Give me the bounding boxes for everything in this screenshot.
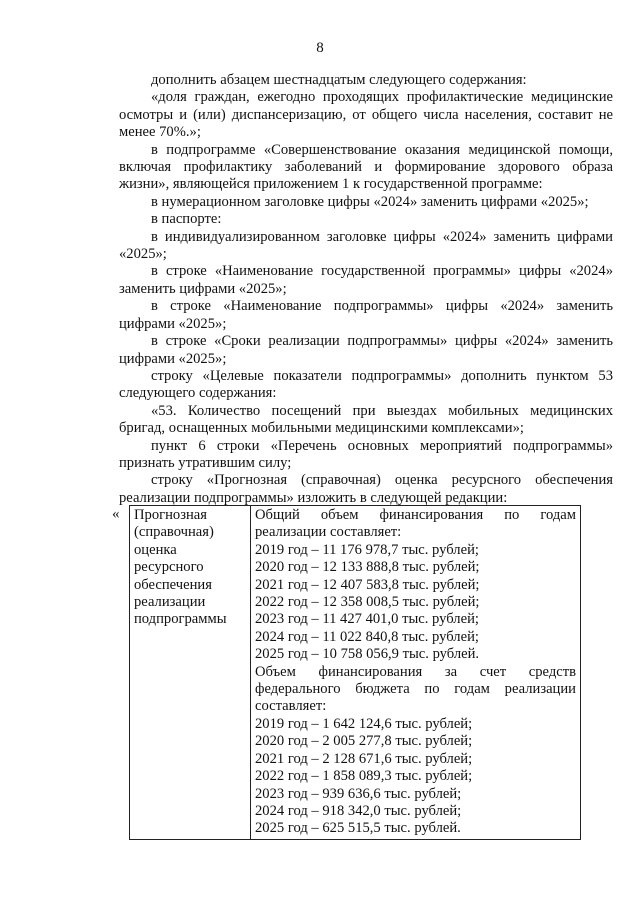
federal-year-line: 2021 год – 2 128 671,6 тыс. рублей; [255, 750, 473, 767]
total-year-line: 2024 год – 11 022 840,8 тыс. рублей; [255, 628, 479, 645]
paragraph: пункт 6 строки «Перечень основных мероприятий подпрограммы» признать утратившим силу; [119, 437, 613, 471]
paragraph: строку «Целевые показатели подпрограммы» дополнить пунктом 53 следующего содержания: [119, 367, 613, 402]
paragraph: в нумерационном заголовке цифры «2024» заменить цифрами «2025»; [151, 193, 589, 210]
row-header-line: оценка [134, 541, 177, 558]
paragraph: в строке «Наименование подпрограммы» цифры «2024» заменить цифрами «2025»; [119, 298, 613, 332]
body-text [119, 72, 613, 507]
federal-year-line: 2025 год – 625 515,5 тыс. рублей. [255, 820, 461, 837]
paragraph: в подпрограмме «Совершенствование оказания медицинской помощи, включая профилактику заболеваний и формирование здорового образа жизни», являющейся приложением 1 к государственной программе: [119, 141, 613, 193]
row-header-cell [130, 506, 251, 840]
resource-table [129, 505, 581, 840]
row-header-line: (справочная) [134, 524, 214, 541]
paragraph: в строке «Наименование государственной программы» цифры «2024» заменить цифрами «2025»; [119, 263, 613, 297]
resource-table-block [112, 505, 612, 836]
row-header-line: реализации [134, 594, 206, 611]
total-year-line: 2019 год – 11 176 978,7 тыс. рублей; [255, 541, 479, 558]
row-header-line: обеспечения [134, 576, 212, 593]
federal-year-line: 2020 год – 2 005 277,8 тыс. рублей; [255, 733, 473, 750]
row-header-line: ресурсного [134, 559, 204, 576]
total-year-line: 2021 год – 12 407 583,8 тыс. рублей; [255, 576, 480, 593]
total-year-line: 2020 год – 12 133 888,8 тыс. рублей; [255, 559, 480, 576]
funding-cell [251, 506, 581, 840]
total-year-line: 2022 год – 12 358 008,5 тыс. рублей; [255, 594, 480, 611]
row-header-line: подпрограммы [134, 611, 227, 628]
paragraph: в строке «Сроки реализации подпрограммы» цифры «2024» заменить цифрами «2025»; [119, 333, 613, 367]
federal-year-line: 2024 год – 918 342,0 тыс. рублей; [255, 802, 462, 819]
total-year-line: 2023 год – 11 427 401,0 тыс. рублей; [255, 611, 479, 628]
row-header-line: Прогнозная [134, 507, 207, 523]
paragraph: строку «Прогнозная (справочная) оценка ресурсного обеспечения реализации подпрограммы» изложить в следующей редакции: [119, 472, 613, 506]
paragraph: в паспорте: [151, 211, 222, 228]
total-year-line: 2025 год – 10 758 056,9 тыс. рублей. [255, 646, 480, 663]
total-funding-intro: Общий объем финансирования по годам реализации составляет: [255, 507, 576, 541]
paragraph: дополнить абзацем шестнадцатым следующего содержания: [151, 72, 527, 88]
table-row [130, 506, 581, 840]
federal-year-line: 2022 год – 1 858 089,3 тыс. рублей; [255, 768, 473, 785]
paragraph: в индивидуализированном заголовке цифры «2024» заменить цифрами «2025»; [119, 228, 613, 263]
page-number: 8 [316, 40, 324, 56]
paragraph: «53. Количество посещений при выездах мобильных медицинских бригад, оснащенных мобильными медицинскими комплексами»; [119, 402, 613, 437]
federal-year-line: 2023 год – 939 636,6 тыс. рублей; [255, 785, 462, 802]
federal-funding-intro: Объем финансирования за счет средств федерального бюджета по годам реализации составляет: [255, 663, 576, 715]
paragraph: «доля граждан, ежегодно проходящих профилактические медицинские осмотры и (или) диспансеризацию, от общего числа населения, составит не менее 70%.»; [119, 89, 613, 141]
federal-year-line: 2019 год – 1 642 124,6 тыс. рублей; [255, 715, 473, 732]
opening-quote: « [112, 506, 120, 522]
